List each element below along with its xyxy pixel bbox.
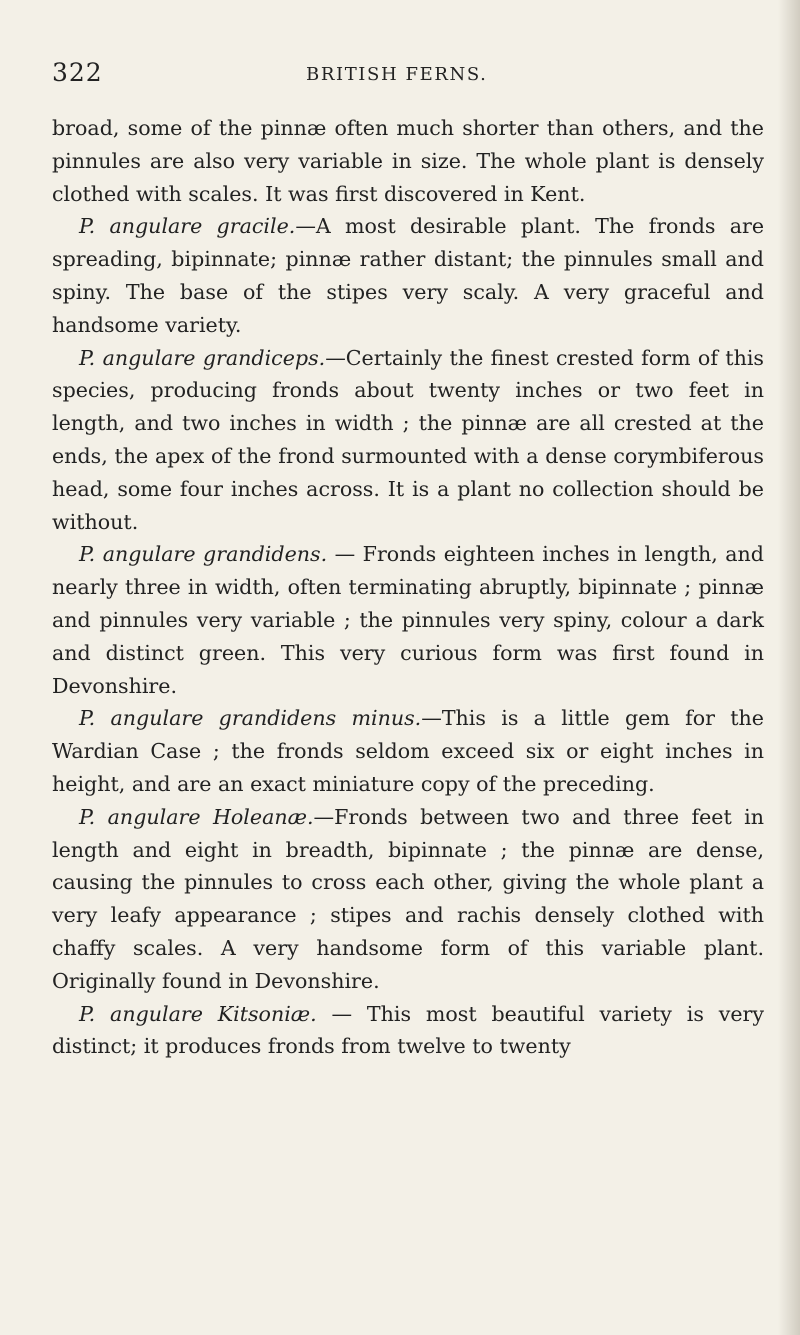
paragraph-text: —This is a little gem for the Wardian Case ; the fronds seldom exceed six or eight inches in height, and are an exact miniature copy of the preceding. xyxy=(52,706,764,796)
variety-name: P. angulare Holeanæ. xyxy=(79,804,314,829)
variety-name: P. angulare grandidens minus. xyxy=(79,706,422,731)
variety-name: P. angulare grandidens. xyxy=(79,542,328,567)
page-edge-shadow xyxy=(778,0,800,1335)
paragraph-kitsoniae xyxy=(52,998,764,1064)
paragraph-text: broad, some of the pinnæ often much shorter than others, and the pinnules are also very variable in size. The whole plant is densely clothed with scales. It was first discovered in Kent. xyxy=(52,116,764,206)
variety-name: P. angulare grandiceps. xyxy=(79,345,326,370)
page-number: 322 xyxy=(52,58,103,87)
paragraph-gracile xyxy=(52,210,764,341)
paragraph-text: —A most desirable plant. The fronds are spreading, bipinnate; pinnæ rather distant; the pinnules small and spiny. The base of the stipes very scaly. A very graceful and handsome variety. xyxy=(52,214,765,337)
paragraph-text: — Fronds eighteen inches in length, and nearly three in width, often terminating abruptly, bipinnate ; pinnæ and pinnules very variable ; the pinnules very spiny, colour a dark and distinct green. This very curious form was first found in Devonshire. xyxy=(52,542,764,698)
paragraph-text: — This most beautiful variety is very distinct; it produces fronds from twelve to twenty xyxy=(52,1001,765,1059)
running-head xyxy=(52,58,764,98)
paragraph-grandiceps xyxy=(52,342,764,539)
paragraph-grandidens-minus xyxy=(52,702,764,800)
paragraph-holeanae xyxy=(52,801,764,998)
paragraph-text: —Certainly the finest crested form of this species, producing fronds about twenty inches or two feet in length, and two inches in width ; the pinnæ are all crested at the ends, the apex of the frond surmounted with a dense corymbiferous head, some four inches across. It is a plant no collection should be without. xyxy=(52,345,764,534)
paragraph-grandidens xyxy=(52,538,764,702)
paragraph-text: —Fronds between two and three feet in length and eight in breadth, bipinnate ; the pinnæ are dense, causing the pinnules to cross each other, giving the whole plant a very leafy appearance ; stipes and rachis densely clothed with chaffy scales. A very handsome form of this variable plant. Originally found in Devonshire. xyxy=(52,804,765,993)
variety-name: P. angulare gracile. xyxy=(79,214,296,239)
running-title: BRITISH FERNS. xyxy=(306,64,488,85)
book-page xyxy=(52,58,764,1063)
paragraph-continuation xyxy=(52,112,764,210)
variety-name: P. angulare Kitsoniæ. xyxy=(79,1001,317,1026)
body-text xyxy=(52,112,764,1063)
